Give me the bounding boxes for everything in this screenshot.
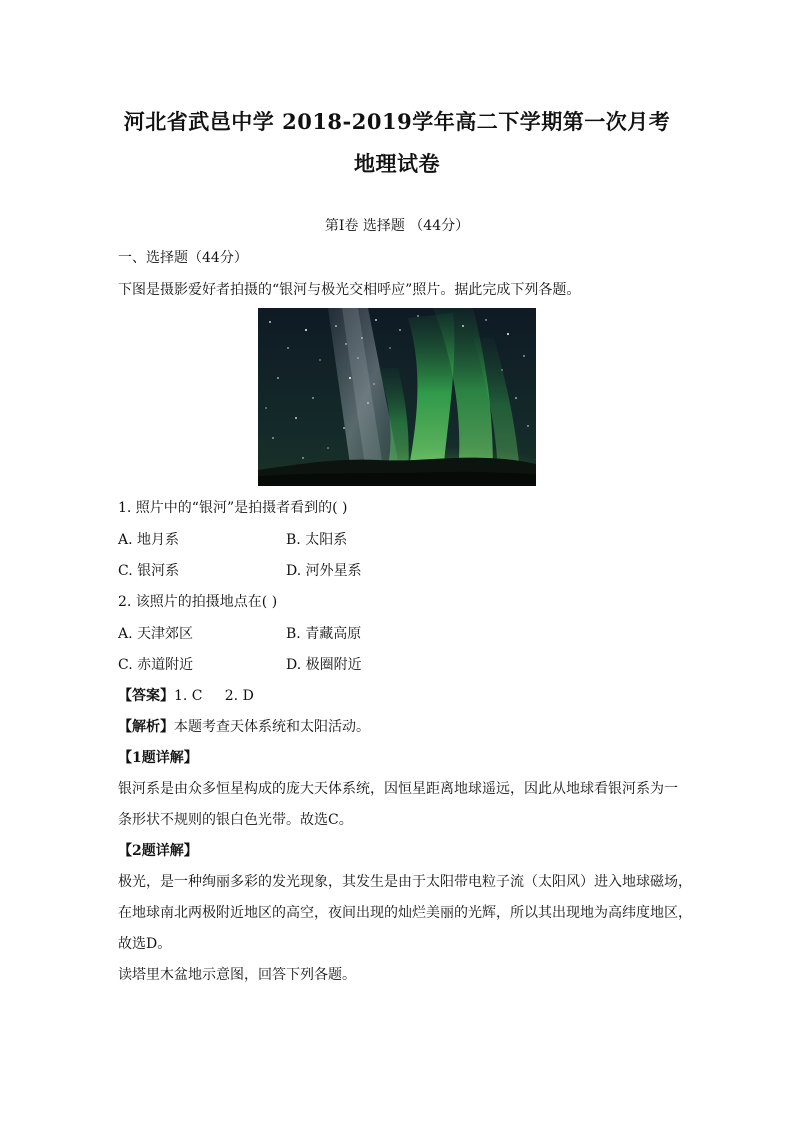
question-2-option-b[interactable]: B. 青藏高原: [286, 626, 362, 642]
analysis-text: 本题考查天体系统和太阳活动。: [174, 719, 370, 735]
analysis-line: [118, 717, 688, 737]
question-2-stem: 2. 该照片的拍摄地点在( ): [118, 594, 278, 610]
analysis-label: 【解析】: [118, 719, 174, 735]
answer-label: 【答案】: [118, 688, 174, 704]
exam-title-line1: 河北省武邑中学 2018-2019学年高二下学期第一次月考: [123, 109, 671, 134]
question-1-option-a[interactable]: A. 地月系: [118, 532, 180, 548]
question-2-options-row-2: [118, 655, 362, 675]
detail-2-line-2: 在地球南北两极附近地区的高空，夜间出现的灿烂美丽的光辉，所以其出现地为高纬度地区，: [118, 905, 692, 921]
question-2-options-row-1: [118, 624, 361, 644]
question-1-option-d[interactable]: D. 河外星系: [286, 563, 362, 579]
question-1-options-row-1: [118, 530, 347, 550]
section-header: 第Ⅰ卷 选择题 （44分）: [324, 218, 470, 234]
part-heading: 一、选择题（44分）: [118, 250, 248, 266]
detail-1-line-2: 条形状不规则的银白色光带。故选C。: [118, 812, 353, 828]
detail-1-label: 【1题详解】: [118, 750, 198, 766]
detail-2-label: 【2题详解】: [118, 843, 198, 859]
question-1-options-row-2: [118, 561, 362, 581]
aurora-milky-way-photo: [258, 308, 536, 486]
aurora-photo-graphic: [258, 308, 536, 486]
next-intro-text: 读塔里木盆地示意图，回答下列各题。: [118, 967, 356, 983]
question-1-option-b[interactable]: B. 太阳系: [286, 532, 348, 548]
question-1-option-c[interactable]: C. 银河系: [118, 563, 180, 579]
intro-text: 下图是摄影爱好者拍摄的“银河与极光交相呼应”照片。据此完成下列各题。: [118, 282, 581, 298]
answer-text: 1. C 2. D: [174, 688, 254, 704]
detail-2-line-1: 极光，是一种绚丽多彩的发光现象，其发生是由于太阳带电粒子流（太阳风）进入地球磁场，: [118, 874, 692, 890]
exam-title-line2: 地理试卷: [354, 151, 440, 176]
question-1-stem: 1. 照片中的“银河”是拍摄者看到的( ): [118, 500, 348, 516]
question-2-option-a[interactable]: A. 天津郊区: [118, 626, 194, 642]
question-2-option-d[interactable]: D. 极圈附近: [286, 657, 362, 673]
detail-1-line-1: 银河系是由众多恒星构成的庞大天体系统，因恒星距离地球遥远，因此从地球看银河系为一: [118, 781, 678, 797]
question-2-option-c[interactable]: C. 赤道附近: [118, 657, 194, 673]
answer-line: [118, 686, 688, 706]
detail-2-line-3: 故选D。: [118, 936, 172, 952]
